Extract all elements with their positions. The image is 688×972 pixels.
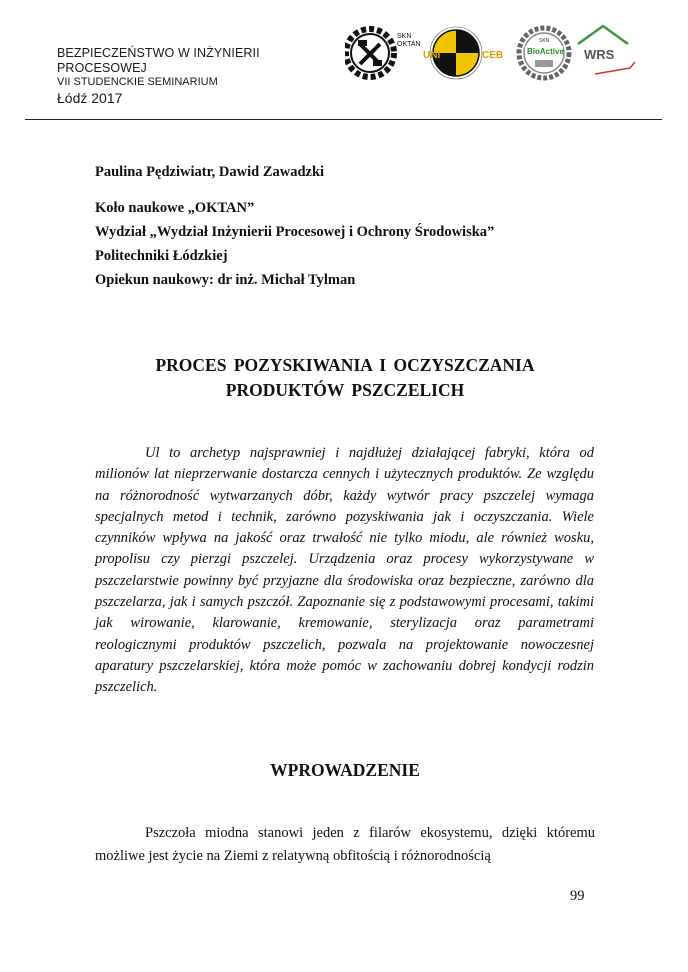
paper-title xyxy=(95,353,595,403)
uniceb-right: CEB xyxy=(482,50,504,61)
affiliation-line-1: Koło naukowe „OKTAN” xyxy=(95,200,255,216)
affiliation xyxy=(95,196,494,292)
header-line-4: Łódź 2017 xyxy=(57,90,123,106)
affiliation-line-4: Opiekun naukowy: dr inż. Michał Tylman xyxy=(95,272,356,288)
wrs-label: WRS xyxy=(584,47,615,62)
header-divider xyxy=(25,119,662,120)
oktan-label-1: SKN xyxy=(397,33,412,40)
uniceb-left: UNI xyxy=(423,50,441,61)
wrs-logo xyxy=(578,26,635,74)
header-line-2: PROCESOWEJ xyxy=(57,61,147,75)
oktan-label-2: OKTAN xyxy=(397,41,421,48)
header-line-3: VII STUDENCKIE SEMINARIUM xyxy=(57,76,218,88)
bioactive-logo xyxy=(519,28,569,78)
affiliation-line-2: Wydział „Wydział Inżynierii Procesowej i Ochrony Środowiska” xyxy=(95,224,495,240)
affiliation-line-3: Politechniki Łódzkiej xyxy=(95,248,228,264)
title-line-1: PROCES POZYSKIWANIA I OCZYSZCZANIA xyxy=(155,355,535,375)
bioactive-top: SKN xyxy=(539,38,550,44)
bioactive-name: BioActive xyxy=(527,47,564,56)
oktan-logo xyxy=(346,29,421,77)
title-line-2: PRODUKTÓW PSZCZELICH xyxy=(225,380,465,400)
abstract: Ul to archetyp najsprawniej i najdłużej działającej fabryki, która od milionów lat nieprzerwanie dostarcza cennych i użytecznych produktów. Ze względu na różnorodność wytwarzanych dóbr, każdy wytwór pracy pszczelej wymaga specjalnych metod i technik, zarówno pozyskiwania jak i oczyszczania. Wiele czynników wpływa na jakość oraz trwałość nie tylko miodu, ale również wosku, propolisu czy pierzgi pszczelej. Urządzenia oraz procesy wykorzystywane w pszczelarstwie powinny być przyjazne dla środowiska oraz bezpieczne, zarówno dla pszczelarza, jak i samych pszczół. Zapoznanie się z podstawowymi procesami, takimi jak wirowanie, klarowanie, kremowanie, sterylizacja oraz parametrami reologicznymi produktów pszczelich, pozwala na projektowanie nowoczesnej aparatury pszczelarskiej, która może pomóc w zachowaniu dobrej kondycji rodzin pszczelich. xyxy=(95,445,594,696)
running-header xyxy=(57,46,260,107)
header-line-1: BEZPIECZEŃSTWO W INŻYNIERII xyxy=(57,46,260,60)
uniceb-logo xyxy=(423,27,503,79)
sponsor-logos xyxy=(345,22,645,84)
body-paragraph: Pszczoła miodna stanowi jeden z filarów ekosystemu, dzięki któremu możliwe jest życie na Ziemi z relatywną obfitością i różnorodnością xyxy=(95,825,595,864)
authors: Paulina Pędziwiatr, Dawid Zawadzki xyxy=(95,164,325,180)
section-heading: WPROWADZENIE xyxy=(270,760,420,780)
page-number: 99 xyxy=(570,888,585,904)
